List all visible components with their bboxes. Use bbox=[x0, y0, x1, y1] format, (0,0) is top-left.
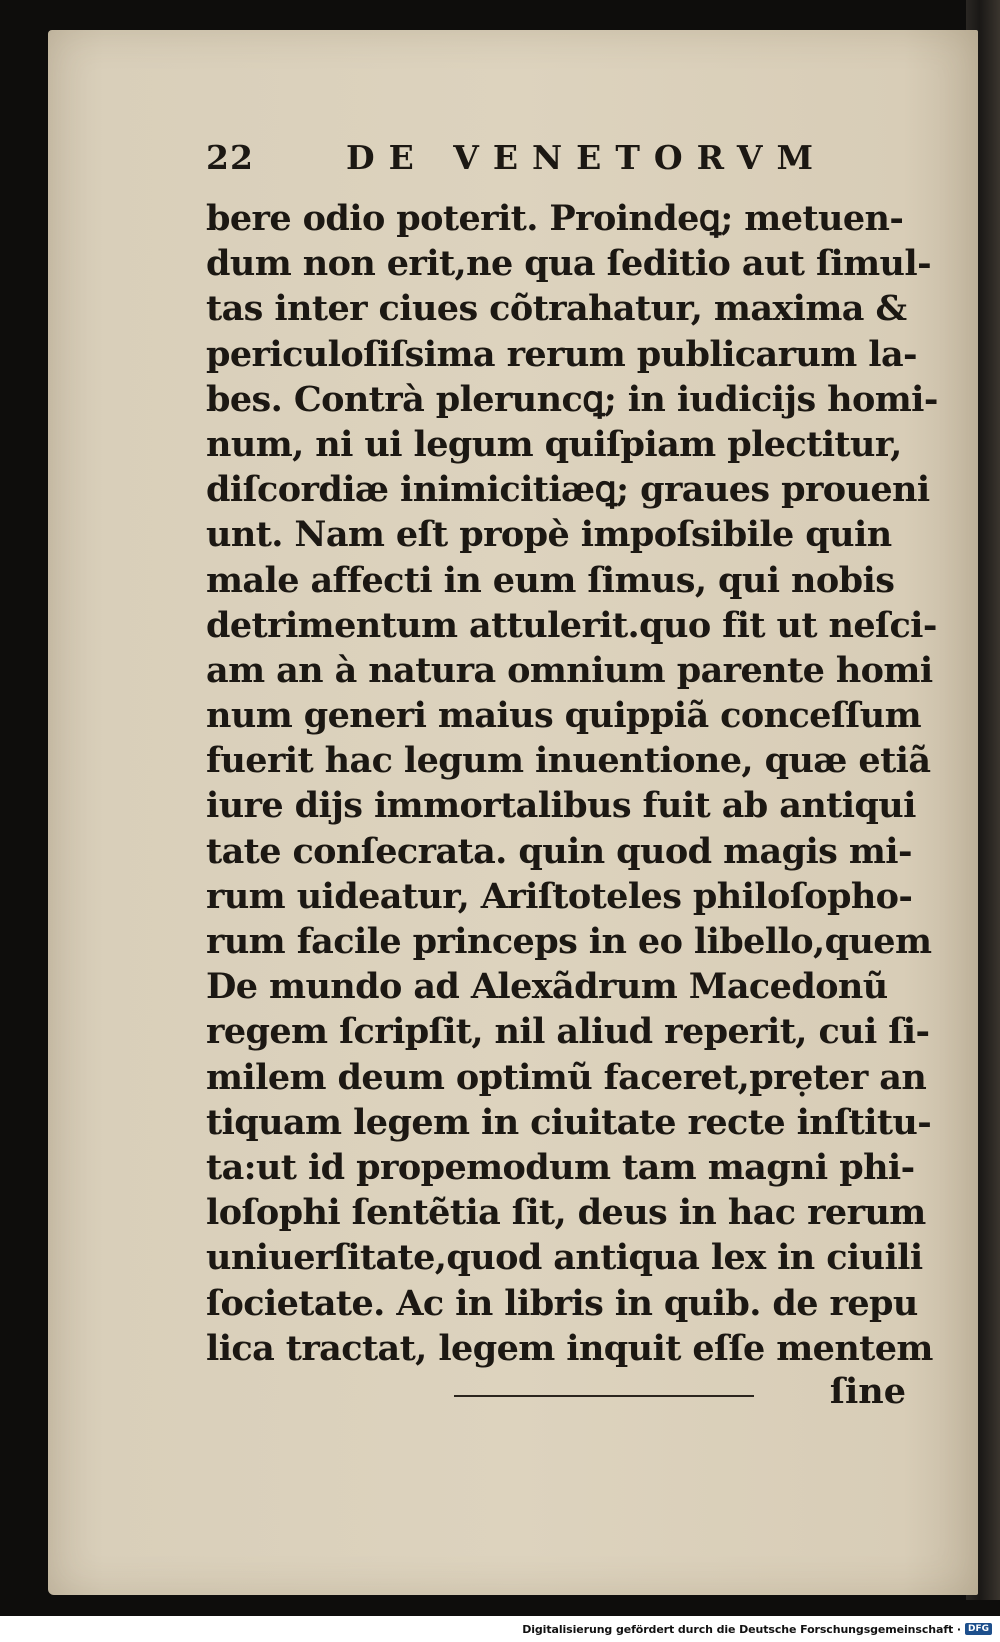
text-line: periculoſiſsima rerum publicarum la- bbox=[206, 333, 917, 375]
text-line: iure dijs immortalibus fuit ab antiqui bbox=[206, 785, 916, 827]
body-text bbox=[206, 196, 938, 1371]
catchword-rule bbox=[454, 1395, 754, 1397]
catchword: ſine bbox=[829, 1370, 906, 1412]
text-line: num, ni ui legum quiſpiam plectitur, bbox=[206, 423, 902, 465]
running-head: DE VENETORVM bbox=[346, 138, 828, 177]
text-line: unt. Nam eſt propè impoſsibile quin bbox=[206, 514, 892, 556]
text-line: fuerit hac legum inuentione, quæ etiã bbox=[206, 740, 931, 782]
text-line: lica tractat, legem inquit eſſe mentem bbox=[206, 1327, 933, 1369]
text-line: dum non erit,ne qua ſeditio aut ſimul- bbox=[206, 243, 932, 285]
text-line: uniuerſitate,quod antiqua lex in ciuili bbox=[206, 1237, 923, 1279]
text-line: ta:ut id propemodum tam magni phi- bbox=[206, 1146, 915, 1188]
text-line: tate conſecrata. quin quod magis mi- bbox=[206, 830, 912, 872]
dfg-logo: DFG bbox=[965, 1623, 992, 1635]
funding-credit: Digitalisierung gefördert durch die Deutsche Forschungsgemeinschaft · bbox=[522, 1622, 961, 1636]
text-line: bes. Contrà pleruncꝗ; in iudicijs homi- bbox=[206, 378, 938, 420]
text-line: detrimentum attulerit.quo fit ut neſci- bbox=[206, 604, 937, 646]
catchword-row bbox=[206, 1371, 906, 1421]
text-line: bere odio poterit. Proindeꝗ; metuen- bbox=[206, 198, 904, 239]
text-line: diſcordiæ inimicitiæꝗ; graues proueni bbox=[206, 469, 930, 511]
text-line: tas inter ciues cõtrahatur, maxima & bbox=[206, 288, 907, 330]
text-line: loſophi ſentẽtia ſit, deus in hac rerum bbox=[206, 1192, 926, 1234]
digitization-footer bbox=[0, 1616, 1000, 1642]
text-line: tiquam legem in ciuitate recte inſtitu- bbox=[206, 1101, 932, 1143]
text-line: regem ſcripſit, nil aliud reperit, cui ſi- bbox=[206, 1011, 930, 1053]
text-line: De mundo ad Alexãdrum Macedonũ bbox=[206, 966, 888, 1008]
text-line: num generi maius quippiã conceſſum bbox=[206, 695, 922, 737]
text-line: rum uideatur, Ariſtoteles philoſopho- bbox=[206, 875, 913, 917]
text-line: male affecti in eum ſimus, qui nobis bbox=[206, 559, 895, 601]
book-page bbox=[48, 30, 978, 1595]
text-line: am an à natura omnium parente homi bbox=[206, 649, 933, 691]
text-block bbox=[206, 138, 938, 1421]
text-line: milem deum optimũ faceret,prẹter an bbox=[206, 1056, 927, 1098]
page-header bbox=[206, 138, 906, 196]
text-line: rum facile princeps in eo libello,quem bbox=[206, 921, 932, 962]
text-line: ſocietate. Ac in libris in quib. de repu bbox=[206, 1282, 918, 1324]
page-number: 22 bbox=[206, 138, 254, 177]
